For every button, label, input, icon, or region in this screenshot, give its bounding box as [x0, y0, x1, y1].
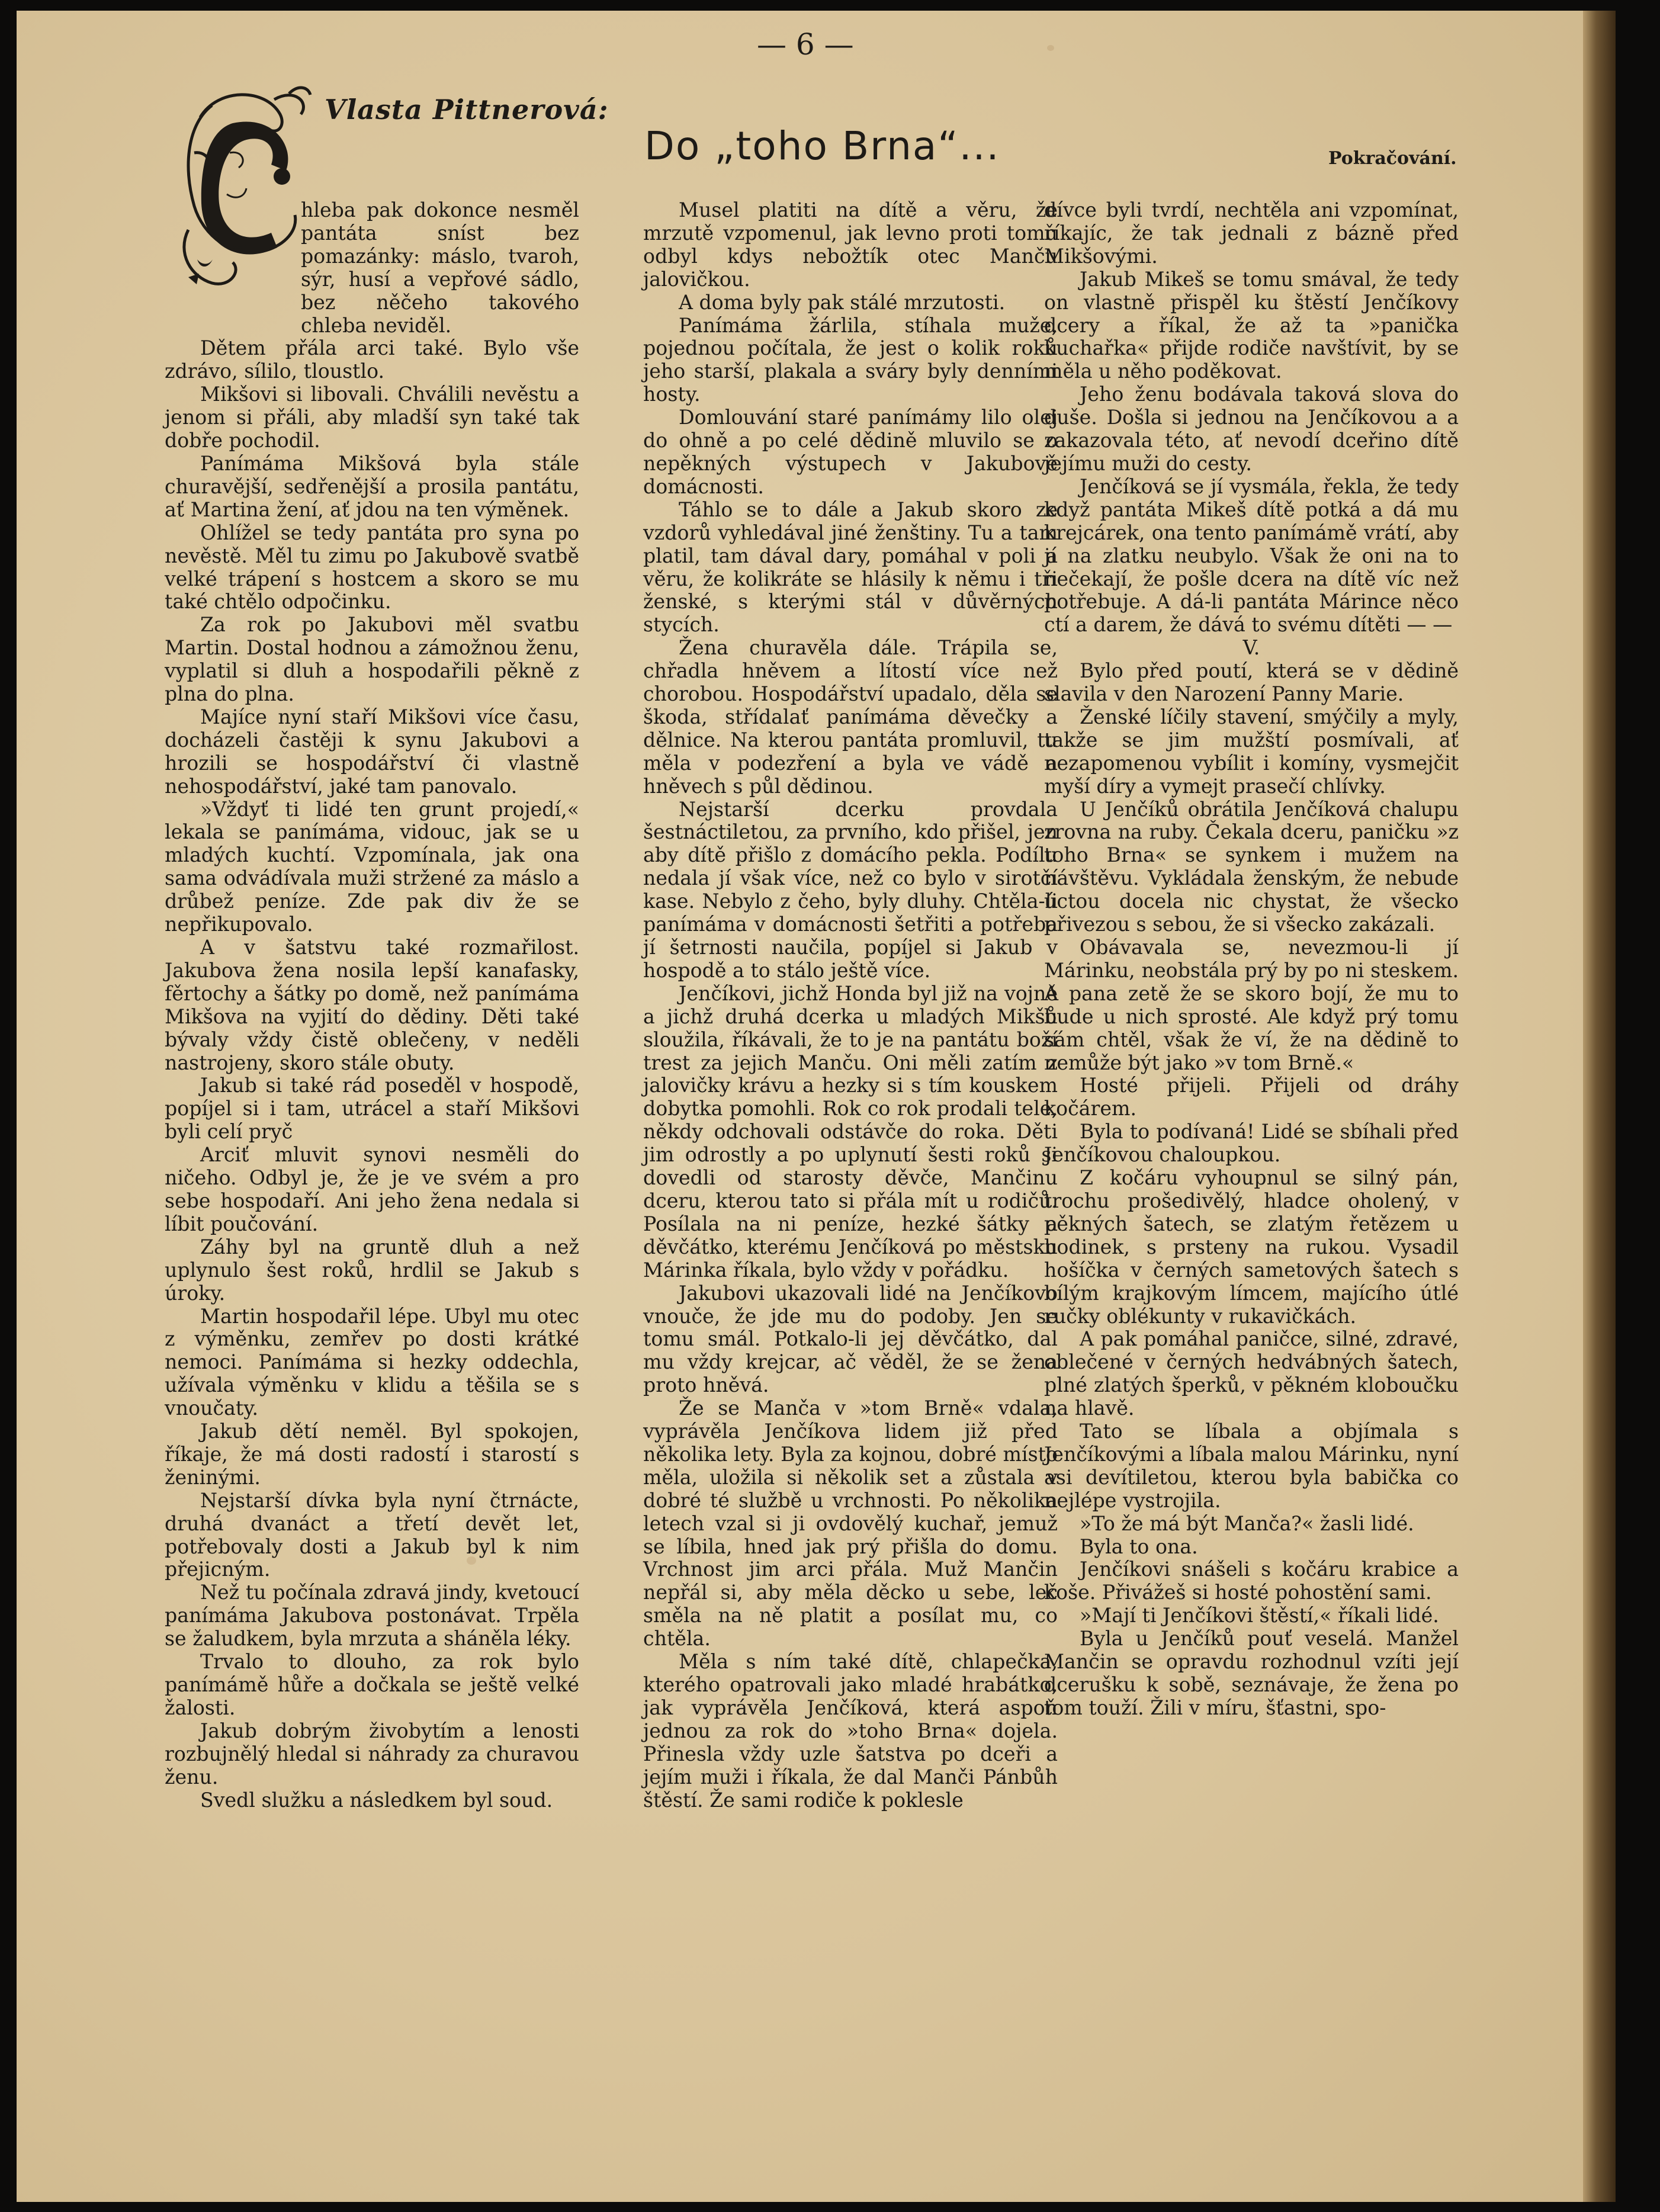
continuation-label: Pokračování.	[1328, 148, 1457, 169]
paragraph: Majíce nyní staří Mikšovi více času, docházeli častěji k synu Jakubovi a hrozili se hospodářství či vlastně nehospodářství, jaké tam panovalo.	[165, 705, 579, 798]
paragraph: Žena churavěla dále. Trápila se, chřadla hněvem a lítostí více než chorobou. Hospodářství upadalo, děla se škoda, střídalať panímáma děvečky a dělnice. Na kterou pantáta promluvil, tu měla v podezření a byla ve vádě a hněvech s půl dědinou.	[643, 636, 1058, 798]
paragraph: Z kočáru vyhoupnul se silný pán, trochu prošedivělý, hladce oholený, v pěkných šatech, se zlatým řetězem u hodinek, s prsteny na rukou. Vysadil hošíčka v černých sametových šatech s bílým krajkovým límcem, majícího útlé ručky oblékunty v rukavičkách.	[1044, 1166, 1459, 1328]
paragraph: Měla s ním také dítě, chlapečka, kterého opatrovali jako mladé hrabátko, jak vyprávěla Jenčíková, která aspoň jednou za rok do »toho Brna« dojela. Přinesla vždy uzle šatstva po dceři a jejím muži i říkala, že dal Manči Pánbůh štěstí. Že sami rodiče k poklesle	[643, 1650, 1058, 1812]
paragraph: Mikšovi si libovali. Chválili nevěstu a jenom si přáli, aby mladší syn také tak dobře pochodil.	[165, 383, 579, 452]
paragraph: Byla u Jenčíků pouť veselá. Manžel Mančin se opravdu rozhodnul vzíti její dcerušku k sobě, seznávaje, že žena po tom touží. Žili v míru, šťastni, spo-	[1044, 1627, 1459, 1719]
paragraph: Jakub dobrým živobytím a lenosti rozbujnělý hledal si náhrady za churavou ženu.	[165, 1719, 579, 1789]
paragraph: Dětem přála arci také. Bylo vše zdrávo, sílilo, tloustlo.	[165, 336, 579, 383]
paragraph: Tato se líbala a objímala s Jenčíkovými a líbala malou Márinku, nyní asi devítiletou, kterou byla babička co nejlépe vystrojila.	[1044, 1420, 1459, 1512]
paragraph: Záhy byl na gruntě dluh a než uplynulo šest roků, hrdlil se Jakub s úroky.	[165, 1235, 579, 1305]
paragraph: »To že má být Manča?« žasli lidé.	[1080, 1511, 1414, 1535]
paragraph: Bylo před poutí, která se v dědině slavila v den Narození Panny Marie.	[1044, 659, 1459, 706]
paragraph: dívce byli tvrdí, nechtěla ani vzpomínat, říkajíc, že tak jednali z bázně před Mikšovými.	[1044, 198, 1459, 268]
paragraph: Jeho ženu bodávala taková slova do duše. Došla si jednou na Jenčíkovou a a zakazovala této, ať nevodí dceřino dítě jejímu muži do cesty.	[1044, 383, 1459, 475]
paragraph: Trvalo to dlouho, za rok bylo panímámě hůře a dočkala se ještě velké žalosti.	[165, 1650, 579, 1719]
paragraph: Byla to ona.	[1080, 1534, 1198, 1558]
paragraph: A v šatstvu také rozmařilost. Jakubova žena nosila lepší kanafasky, fěrtochy a šátky po domě, než panímáma Mikšova na vyjití do dědiny. Děti také bývaly vždy čistě oblečeny, v neděli nastrojeny, skoro stále obuty.	[165, 936, 579, 1074]
paragraph: Jakub Mikeš se tomu smával, že tedy on vlastně přispěl ku štěstí Jenčíkovy dcery a říkal, že až ta »panička kuchařka« přijde rodiče navštívit, by se měla u něho poděkovat.	[1044, 267, 1459, 383]
paragraph: Arciť mluvit synovi nesměli do ničeho. Odbyl je, že je ve svém a pro sebe hospodaří. Ani jeho žena nedala si líbit poučování.	[165, 1143, 579, 1235]
paragraph: Než tu počínala zdravá jindy, kvetoucí panímáma Jakubova postonávat. Trpěla se žaludkem, byla mrzuta a sháněla léky.	[165, 1581, 579, 1651]
paragraph: Svedl služku a následkem byl soud.	[200, 1788, 553, 1812]
paragraph: hleba pak dokonce nesměl pantáta sníst bez pomazánky: máslo, tvaroh, sýr, husí a vepřové sádlo, bez něčeho takového chleba neviděl.	[301, 198, 579, 337]
article-title: Do „toho Brna“...	[644, 123, 1000, 169]
paragraph: Nejstarší dívka byla nyní čtrnácte, druhá dvanáct a třetí devět let, potřebovaly dosti a Jakub byl k nim přejicným.	[165, 1488, 579, 1581]
paragraph: Ženské líčily stavení, smýčily a myly, takže se jim mužští posmívali, ať nezapomenou vybílit i komíny, vysmejčit myší díry a vymejt prasečí chlívky.	[1044, 705, 1459, 798]
paragraph: A doma byly pak stálé mrzutosti.	[679, 290, 1006, 314]
text-column-3	[1044, 199, 1459, 1720]
paragraph: Nejstarší dcerku provdala šestnáctiletou, za prvního, kdo přišel, jen aby dítě přišlo z domácího pekla. Podílu nedala jí však více, než co bylo v sirotčí kase. Nebylo z čeho, byly dluhy. Chtěla-li panímáma v domácnosti šetřiti a potřeba jí šetrnosti naučila, popíjel si Jakub v hospodě a to stálo ještě více.	[643, 797, 1058, 982]
paragraph: Panímáma žárlila, stíhala muže, pojednou počítala, že jest o kolik roků jeho starší, plakala a sváry byly denními hosty.	[643, 313, 1058, 406]
paragraph: Martin hospodařil lépe. Ubyl mu otec z výměnku, zemřev po dosti krátké nemoci. Panímáma si hezky oddechla, užívala výměnku v klidu a těšila se s vnoučaty.	[165, 1304, 579, 1420]
paragraph: Jenčíková se jí vysmála, řekla, že tedy když pantáta Mikeš dítě potká a dá mu krejcárek, ona tento panímámě vrátí, aby jí na zlatku neubylo. Však že oni na to nečekají, že pošle dcera na dítě víc než potřebuje. A dá-li pantáta Márince něco ctí a darem, že dává to svému dítěti — —	[1044, 474, 1459, 637]
paragraph: »Mají ti Jenčíkovi štěstí,« říkali lidé.	[1080, 1604, 1439, 1627]
author-byline: Vlasta Pittnerová:	[325, 94, 609, 126]
paragraph: Jakubovi ukazovali lidé na Jenčíkovo vnouče, že jde mu do podoby. Jen se tomu smál. Potkalo-li jej děvčátko, dal mu vždy krejcar, ač věděl, že se žena proto hněvá.	[643, 1281, 1058, 1397]
paragraph: Táhlo se to dále a Jakub skoro ze vzdorů vyhledával jiné ženštiny. Tu a tam platil, tam dával dary, pomáhal v poli a věru, že kolikráte se hlásily k němu i tři ženské, s kterými stál v důvěrných stycích.	[643, 497, 1058, 637]
paragraph: »Vždyť ti lidé ten grunt projedí,« lekala se panímáma, vidouc, jak se u mladých kuchtí. Vzpomínala, jak ona sama odvádívala muži stržené za máslo a drůbež peníze. Zde pak div že se nepřikupovalo.	[165, 797, 579, 936]
paragraph: Byla to podívaná! Lidé se sbíhali před Jenčíkovou chaloupkou.	[1044, 1120, 1459, 1167]
paragraph: Panímáma Mikšová byla stále churavější, sedřenější a prosila pantátu, ať Martina žení, ať jdou na ten výměnek.	[165, 451, 579, 521]
page-number: — 6 —	[757, 27, 854, 62]
paragraph: Jenčíkovi snášeli s kočáru krabice a koše. Přivážeš si hosté pohostění sami.	[1044, 1558, 1459, 1604]
paper-spot	[1047, 45, 1054, 51]
text-column-1	[165, 199, 579, 1812]
paragraph: Jakub dětí neměl. Byl spokojen, říkaje, že má dosti radostí i starostí s ženinými.	[165, 1420, 579, 1489]
page	[17, 11, 1616, 2202]
paragraph: Obávavala se, nevezmou-li jí Márinku, neobstála prý by po ni steskem. A pana zetě že se skoro bojí, že mu to bude u nich sprosté. Ale když prý tomu sám chtěl, však že ví, že na dědině to nemůže být jako »v tom Brně.«	[1044, 936, 1459, 1074]
paragraph: Jakub si také rád poseděl v hospodě, popíjel si i tam, utrácel a staří Mikšovi byli celí pryč	[165, 1074, 579, 1144]
binding-edge	[1583, 11, 1616, 2202]
section-heading: V.	[1242, 636, 1260, 660]
paragraph: Jenčíkovi, jichž Honda byl již na vojně a jichž druhá dcerka u mladých Mikšů sloužila, říkávali, že to je na pantátu boží trest za jejich Manču. Oni měli zatím z jalovičky krávu a hezky si s tím kouskem dobytka pomohli. Rok co rok prodali tele, někdy odchovali odstávče do roka. Děti jim odrostly a po uplynutí šesti roků si dovedli od starosty děvče, Mančinu dceru, kterou tato si přála mít u rodičů. Posílala na ni peníze, hezké šátky a děvčátko, kterému Jenčíková po městsku Márinka říkala, bylo vždy v pořádku.	[643, 981, 1058, 1282]
paragraph: Hosté přijeli. Přijeli od dráhy kočárem.	[1044, 1074, 1459, 1121]
paragraph: A pak pomáhal paničce, silné, zdravé, oblečené v černých hedvábných šatech, plné zlatých šperků, v pěkném kloboučku na hlavě.	[1044, 1327, 1459, 1420]
paragraph: U Jenčíků obrátila Jenčíková chalupu zrovna na ruby. Čekala dceru, paničku »z toho Brna« se synkem i mužem na návštěvu. Vykládala ženským, že nebude úctou docela nic chystat, že všecko přivezou s sebou, že si všecko zakázali.	[1044, 797, 1459, 936]
paragraph: Za rok po Jakubovi měl svatbu Martin. Dostal hodnou a zámožnou ženu, vyplatil si dluh a hospodařili pěkně z plna do plna.	[165, 613, 579, 706]
text-column-2	[643, 199, 1058, 1812]
paragraph: Domlouvání staré panímámy lilo olej do ohně a po celé dědině mluvilo se o nepěkných výstupech v Jakubově domácnosti.	[643, 406, 1058, 498]
paragraph: Musel platiti na dítě a věru, že mrzutě vzpomenul, jak levno proti tomu odbyl kdys nebožtík otec Manču jalovičkou.	[643, 198, 1058, 291]
paragraph: Ohlížel se tedy pantáta pro syna po nevěstě. Měl tu zimu po Jakubově svatbě velké trápení s hostcem a skoro se mu také chtělo odpočinku.	[165, 521, 579, 614]
paragraph: Že se Manča v »tom Brně« vdala, vyprávěla Jenčíkova lidem již před několika lety. Byla za kojnou, dobré místo měla, uložila si několik set a zůstala v dobré té službě u vrchnosti. Po několika letech vzal si ji ovdovělý kuchař, jemuž se líbila, hned jak prý přišla do domu. Vrchnost jim arci přála. Muž Mančin nepřál si, aby měla děcko u sebe, leč směla na ně platit a posílat mu, co chtěla.	[643, 1396, 1058, 1651]
